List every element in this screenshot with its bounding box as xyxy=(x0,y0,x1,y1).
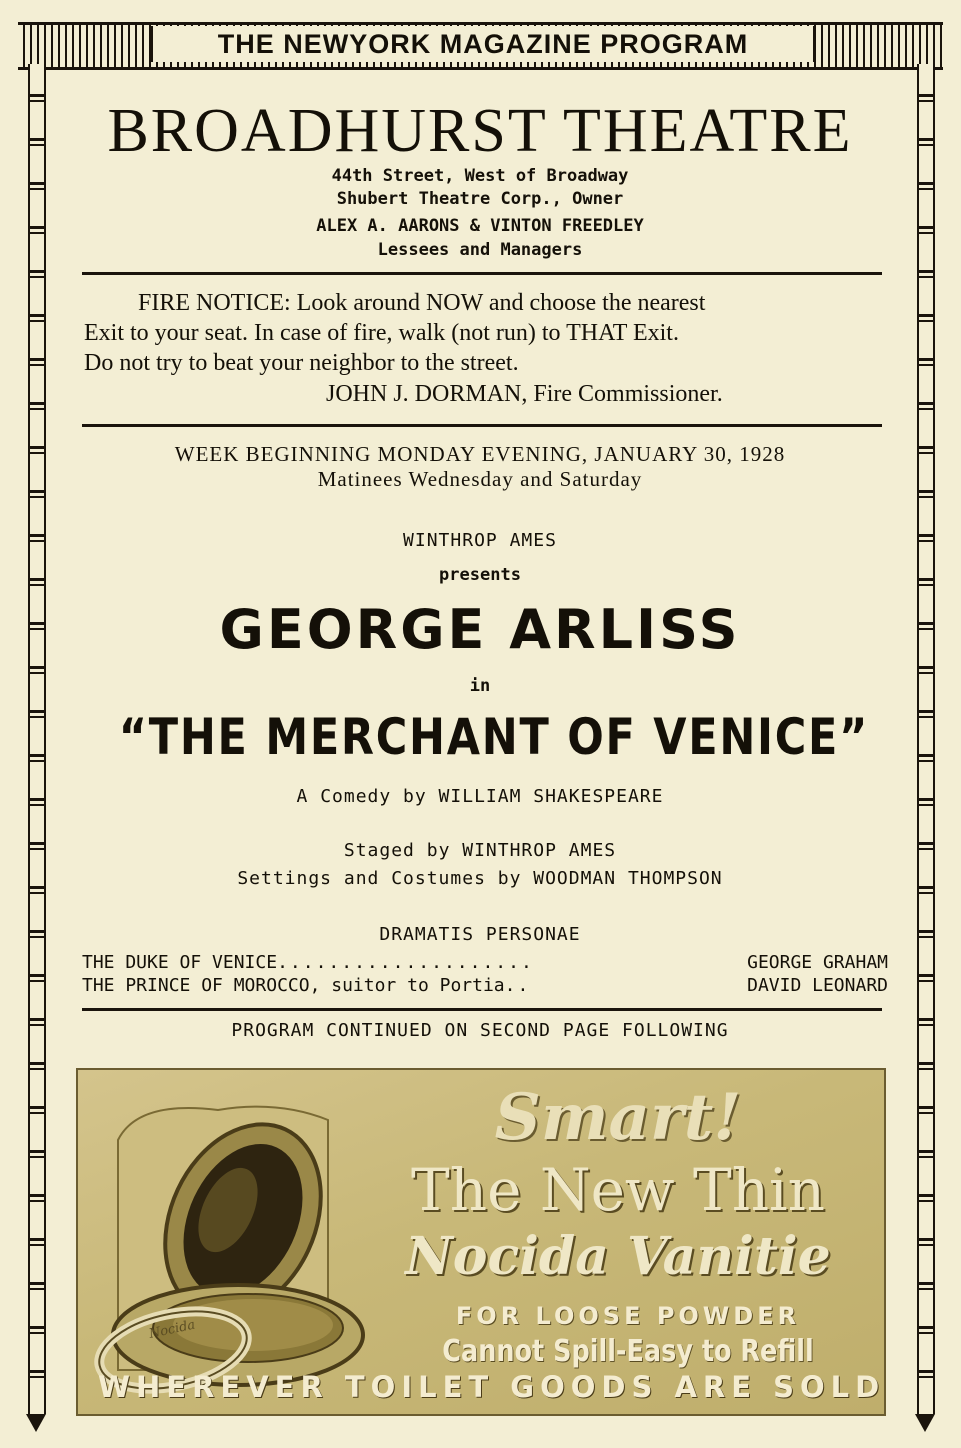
fire-commissioner: JOHN J. DORMAN, Fire Commissioner. xyxy=(326,381,723,407)
cast-heading: DRAMATIS PERSONAE xyxy=(379,924,581,945)
cast-leader-dots: .. xyxy=(504,975,531,996)
ad-line-1: The New Thin xyxy=(411,1156,825,1224)
in-word: in xyxy=(469,676,491,696)
cast-row xyxy=(82,952,888,973)
masthead-title: THE NEWYORK MAGAZINE PROGRAM xyxy=(217,28,749,59)
nocida-advertisement xyxy=(76,1068,886,1416)
divider xyxy=(82,424,882,427)
compact-brand-label: Nocida xyxy=(147,1317,197,1342)
star-name: GEORGE ARLISS xyxy=(219,598,741,661)
divider xyxy=(82,272,882,275)
divider xyxy=(82,1008,882,1011)
theatre-address: 44th Street, West of Broadway xyxy=(331,166,629,186)
left-border-ornament xyxy=(28,64,46,1414)
cast-role: THE PRINCE OF MOROCCO, suitor to Portia xyxy=(82,975,505,996)
play-subtitle: A Comedy by WILLIAM SHAKESPEARE xyxy=(296,786,664,807)
fire-notice-line-3: Do not try to beat your neighbor to the street. xyxy=(84,350,519,376)
cast-row xyxy=(82,975,888,996)
theatre-owner: Shubert Theatre Corp., Owner xyxy=(336,189,624,209)
ad-product-name: Nocida Vanitie xyxy=(405,1226,831,1287)
staged-by: Staged by WINTHROP AMES xyxy=(343,840,617,861)
settings-by: Settings and Costumes by WOODMAN THOMPSON xyxy=(237,868,723,889)
cast-role: THE DUKE OF VENICE xyxy=(82,952,278,973)
ad-line-4: Cannot Spill-Easy to Refill xyxy=(442,1334,814,1369)
masthead-box xyxy=(150,26,816,62)
ad-line-3: FOR LOOSE POWDER xyxy=(455,1302,801,1330)
ad-footer: WHEREVER TOILET GOODS ARE SOLD xyxy=(98,1370,886,1404)
presenter: WINTHROP AMES xyxy=(403,530,557,551)
fire-notice-line-2: Exit to your seat. In case of fire, walk (not run) to THAT Exit. xyxy=(84,320,679,346)
theatre-managers: Lessees and Managers xyxy=(377,240,583,260)
program-continued-notice: PROGRAM CONTINUED ON SECOND PAGE FOLLOWING xyxy=(231,1020,729,1041)
week-beginning: WEEK BEGINNING MONDAY EVENING, JANUARY 30, 1928 xyxy=(174,442,786,466)
ad-headline: Smart! xyxy=(494,1080,742,1155)
fire-notice-line-1: FIRE NOTICE: Look around NOW and choose the nearest xyxy=(138,290,706,316)
theatre-name: BROADHURST THEATRE xyxy=(107,97,853,165)
theatre-lessees: ALEX A. AARONS & VINTON FREEDLEY xyxy=(316,216,644,236)
matinees: Matinees Wednesday and Saturday xyxy=(317,467,643,491)
right-border-tip xyxy=(915,1414,935,1432)
cast-leader-dots: .................... xyxy=(277,952,534,973)
play-title: “THE MERCHANT OF VENICE” xyxy=(118,708,870,766)
cast-actor: DAVID LEONARD xyxy=(747,975,888,996)
left-border-tip xyxy=(26,1414,46,1432)
presents-word: presents xyxy=(439,565,521,585)
cast-actor: GEORGE GRAHAM xyxy=(747,952,888,973)
right-border-ornament xyxy=(917,64,935,1414)
